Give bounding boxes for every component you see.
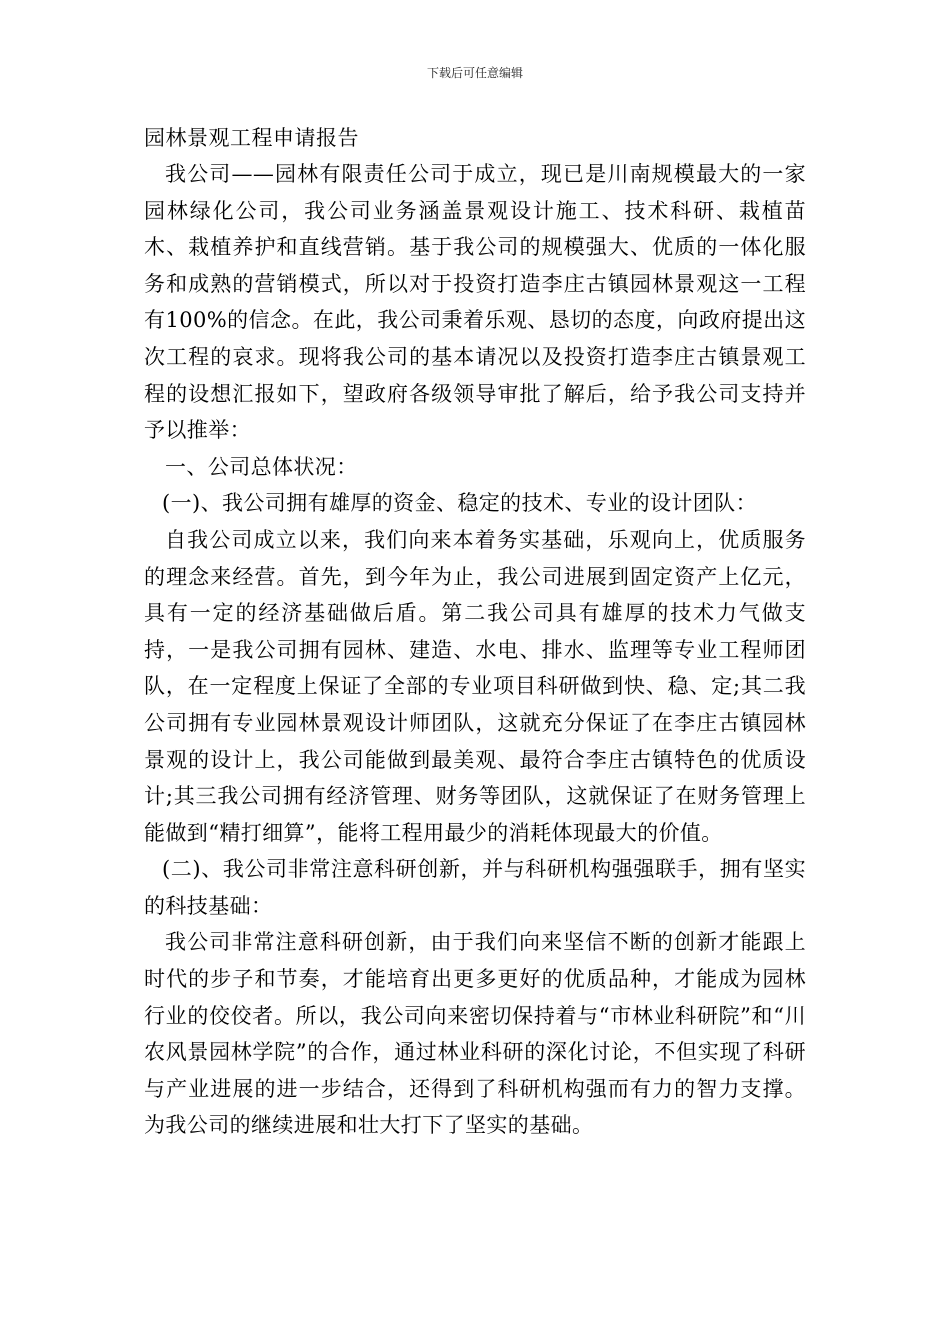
subsection-heading-2: (二)、我公司非常注意科研创新，并与科研机构强强联手，拥有坚实的科技基础： [144, 857, 806, 918]
document-title: 园林景观工程申请报告 [144, 126, 359, 150]
page-header-note: 下载后可任意编辑 [426, 66, 523, 80]
subsection-heading-1: (一)、我公司拥有雄厚的资金、稳定的技术、专业的设计团队： [162, 491, 757, 516]
document-body [144, 120, 806, 1144]
section-heading-overview: 一、公司总体状况： [165, 454, 358, 479]
subsection-body-2: 我公司非常注意科研创新，由于我们向来坚信不断的创新才能跟上时代的步子和节奏，才能培育出更多更好的优质品种，才能成为园林行业的佼佼者。所以，我公司向来密切保持着与“市林业科研院”和“川农风景园林学院”的合作，通过林业科研的深化讨论，不但实现了科研与产业进展的进一步结合，还得到了科研机构强而有力的智力支撑。为我公司的继续进展和壮大打下了坚实的基础。 [144, 930, 806, 1138]
subsection-body-1: 自我公司成立以来，我们向来本着务实基础，乐观向上，优质服务的理念来经营。首先，到今年为止，我公司进展到固定资产上亿元，具有一定的经济基础做后盾。第二我公司具有雄厚的技术力气做支持，一是我公司拥有园林、建造、水电、排水、监理等专业工程师团队，在一定程度上保证了全部的专业项目科研做到快、稳、定;其二我公司拥有专业园林景观设计师团队，这就充分保证了在李庄古镇园林景观的设计上，我公司能做到最美观、最符合李庄古镇特色的优质设计;其三我公司拥有经济管理、财务等团队，这就保证了在财务管理上能做到“精打细算”，能将工程用最少的消耗体现最大的价值。 [144, 527, 806, 845]
intro-paragraph: 我公司——园林有限责任公司于成立，现已是川南规模最大的一家园林绿化公司，我公司业务涵盖景观设计施工、技术科研、栽植苗木、栽植养护和直线营销。基于我公司的规模强大、优质的一体化服务和成熟的营销模式，所以对于投资打造李庄古镇园林景观这一工程有100%的信念。在此，我公司秉着乐观、恳切的态度，向政府提出这次工程的哀求。现将我公司的基本请况以及投资打造李庄古镇景观工程的设想汇报如下，望政府各级领导审批了解后，给予我公司支持并予以推举： [144, 162, 806, 443]
